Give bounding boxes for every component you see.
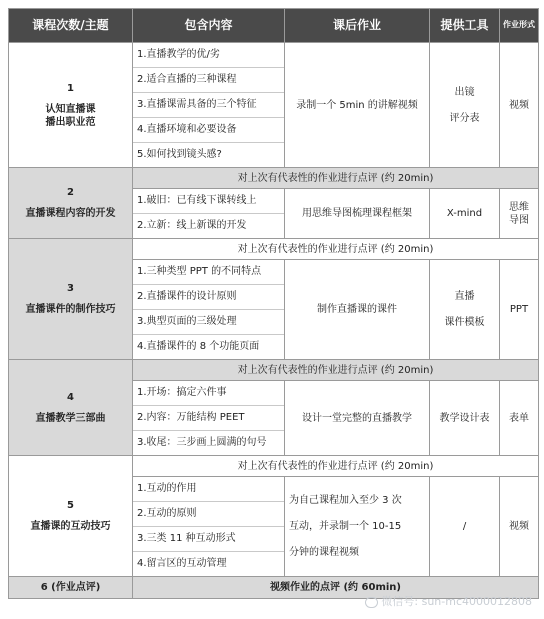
content-item: 3.典型页面的三级处理 <box>133 310 284 335</box>
lesson-content <box>133 260 285 360</box>
header-form: 作业形式 <box>500 9 539 43</box>
lesson-content <box>133 477 285 577</box>
content-item: 1.直播教学的优/劣 <box>133 43 284 68</box>
lesson-form: 表单 <box>500 381 539 456</box>
lesson-content <box>133 381 285 456</box>
lesson-form: 视频 <box>500 43 539 168</box>
lesson-form: PPT <box>500 260 539 360</box>
content-item: 2.直播课件的设计原则 <box>133 285 284 310</box>
review-note: 对上次有代表性的作业进行点评 (约 20min) <box>133 168 539 189</box>
content-item: 4.留言区的互动管理 <box>137 558 227 569</box>
table-row <box>9 43 539 168</box>
review-note: 对上次有代表性的作业进行点评 (约 20min) <box>133 360 539 381</box>
table-row <box>9 168 539 189</box>
lesson-homework: 用思维导图梳理课程框架 <box>285 189 430 239</box>
table-row <box>9 456 539 477</box>
header-row <box>9 9 539 43</box>
lesson-form: 思维 导图 <box>500 189 539 239</box>
content-item: 3.三类 11 种互动形式 <box>133 527 284 552</box>
content-item: 3.收尾：三步画上圆满的句号 <box>137 437 267 448</box>
lesson-title: 1 认知直播课 播出职业范 <box>9 43 133 168</box>
lesson-tools: 直播 课件模板 <box>430 260 500 360</box>
content-item: 1.开场：搞定六件事 <box>133 381 284 406</box>
content-item: 2.互动的原则 <box>133 502 284 527</box>
content-item: 2.立新：线上新课的开发 <box>137 220 247 231</box>
header-topic: 课程次数/主题 <box>9 9 133 43</box>
review-note: 对上次有代表性的作业进行点评 (约 20min) <box>133 239 539 260</box>
lesson-title: 3 直播课件的制作技巧 <box>9 239 133 360</box>
course-table <box>8 8 539 599</box>
content-item: 4.直播课件的 8 个功能页面 <box>137 341 260 352</box>
lesson-tools: X-mind <box>430 189 500 239</box>
header-homework: 课后作业 <box>285 9 430 43</box>
content-item: 4.直播环境和必要设备 <box>133 118 284 143</box>
lesson-title: 2 直播课程内容的开发 <box>9 168 133 239</box>
lesson-tools: 出镜 评分表 <box>430 43 500 168</box>
content-item: 2.内容：万能结构 PEET <box>133 406 284 431</box>
content-item: 1.三种类型 PPT 的不同特点 <box>133 260 284 285</box>
lesson-homework: 设计一堂完整的直播教学 <box>285 381 430 456</box>
lesson-homework: 为自己课程加入至少 3 次 互动，并录制一个 10-15 分钟的课程视频 <box>285 477 430 577</box>
wechat-watermark: 微信号: sun-mc4000012808 <box>365 593 532 609</box>
review-note: 对上次有代表性的作业进行点评 (约 20min) <box>133 456 539 477</box>
content-item: 3.直播课需具备的三个特征 <box>133 93 284 118</box>
lesson-content <box>133 43 285 168</box>
content-item: 1.破旧：已有线下课转线上 <box>133 189 284 214</box>
lesson-content <box>133 189 285 239</box>
lesson-tools: 教学设计表 <box>430 381 500 456</box>
header-content: 包含内容 <box>133 9 285 43</box>
table-row <box>9 360 539 381</box>
content-item: 1.互动的作用 <box>133 477 284 502</box>
lesson-homework: 录制一个 5min 的讲解视频 <box>285 43 430 168</box>
header-tools: 提供工具 <box>430 9 500 43</box>
lesson-homework: 制作直播课的课件 <box>285 260 430 360</box>
lesson-title: 4 直播教学三部曲 <box>9 360 133 456</box>
table-row <box>9 239 539 260</box>
wechat-icon <box>365 597 378 608</box>
content-item: 5.如何找到镜头感? <box>137 149 222 160</box>
content-item: 2.适合直播的三种课程 <box>133 68 284 93</box>
lesson-title: 6 (作业点评) <box>9 577 133 599</box>
lesson-title: 5 直播课的互动技巧 <box>9 456 133 577</box>
lesson-tools: / <box>430 477 500 577</box>
review-note: 视频作业的点评 (约 60min) <box>133 577 539 599</box>
lesson-form: 视频 <box>500 477 539 577</box>
